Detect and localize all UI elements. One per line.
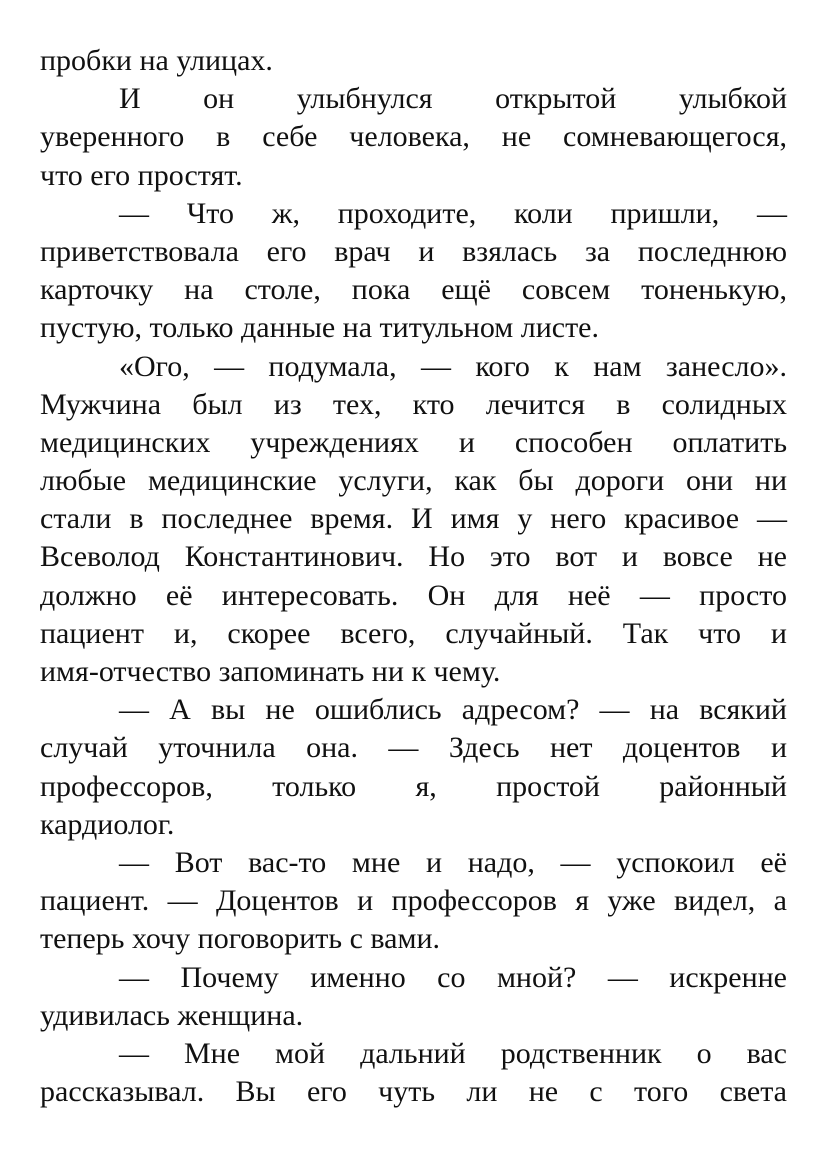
text-line-14: Всеволод Константинович. Но это вот и вовсе не: [40, 540, 787, 574]
text-line-10: Мужчина был из тех, кто лечится в солидных: [40, 387, 787, 421]
text-line-19: случай уточнила она. — Здесь нет доцентов и: [40, 731, 787, 765]
text-line-17: имя-отчество запоминать ни к чему.: [40, 655, 501, 688]
text-line-21: кардиолог.: [40, 807, 175, 841]
text-line-24: теперь хочу поговорить с вами.: [40, 922, 441, 956]
text-line-11: медицинских учреждениях и способен оплатить: [40, 425, 787, 459]
text-line-8: пустую, только данные на титульном листе.: [40, 311, 599, 345]
document-page: [40, 42, 787, 1111]
text-line-27: — Мне мой дальний родственник о вас: [119, 1036, 787, 1070]
text-line-26: удивилась женщина.: [40, 998, 304, 1032]
text-line-28: рассказывал. Вы его чуть ли не с того света: [40, 1075, 787, 1109]
text-line-3: уверенного в себе человека, не сомневающегося,: [40, 120, 787, 154]
text-line-20: профессоров, только я, простой районный: [40, 769, 787, 803]
text-line-25: — Почему именно со мной? — искренне: [119, 960, 787, 994]
text-line-7: карточку на столе, пока ещё совсем тоненькую,: [40, 273, 787, 307]
text-line-22: — Вот вас-то мне и надо, — успокоил её: [119, 845, 787, 879]
text-line-4: что его простят.: [40, 158, 243, 192]
text-line-2: И он улыбнулся открытой улыбкой: [119, 82, 787, 116]
text-line-16: пациент и, скорее всего, случайный. Так что и: [40, 616, 787, 650]
text-line-23: пациент. — Доцентов и профессоров я уже видел, а: [40, 884, 787, 918]
text-line-12: любые медицинские услуги, как бы дороги они ни: [40, 464, 787, 498]
text-line-6: приветствовала его врач и взялась за последнюю: [40, 234, 787, 268]
text-line-5: — Что ж, проходите, коли пришли, —: [119, 196, 787, 230]
text-line-9: «Ого, — подумала, — кого к нам занесло».: [119, 349, 787, 383]
text-line-1: пробки на улицах.: [40, 44, 273, 77]
text-line-15: должно её интересовать. Он для неё — просто: [40, 578, 787, 612]
text-line-13: стали в последнее время. И имя у него красивое —: [40, 502, 787, 536]
text-line-18: — А вы не ошиблись адресом? — на всякий: [119, 693, 787, 727]
